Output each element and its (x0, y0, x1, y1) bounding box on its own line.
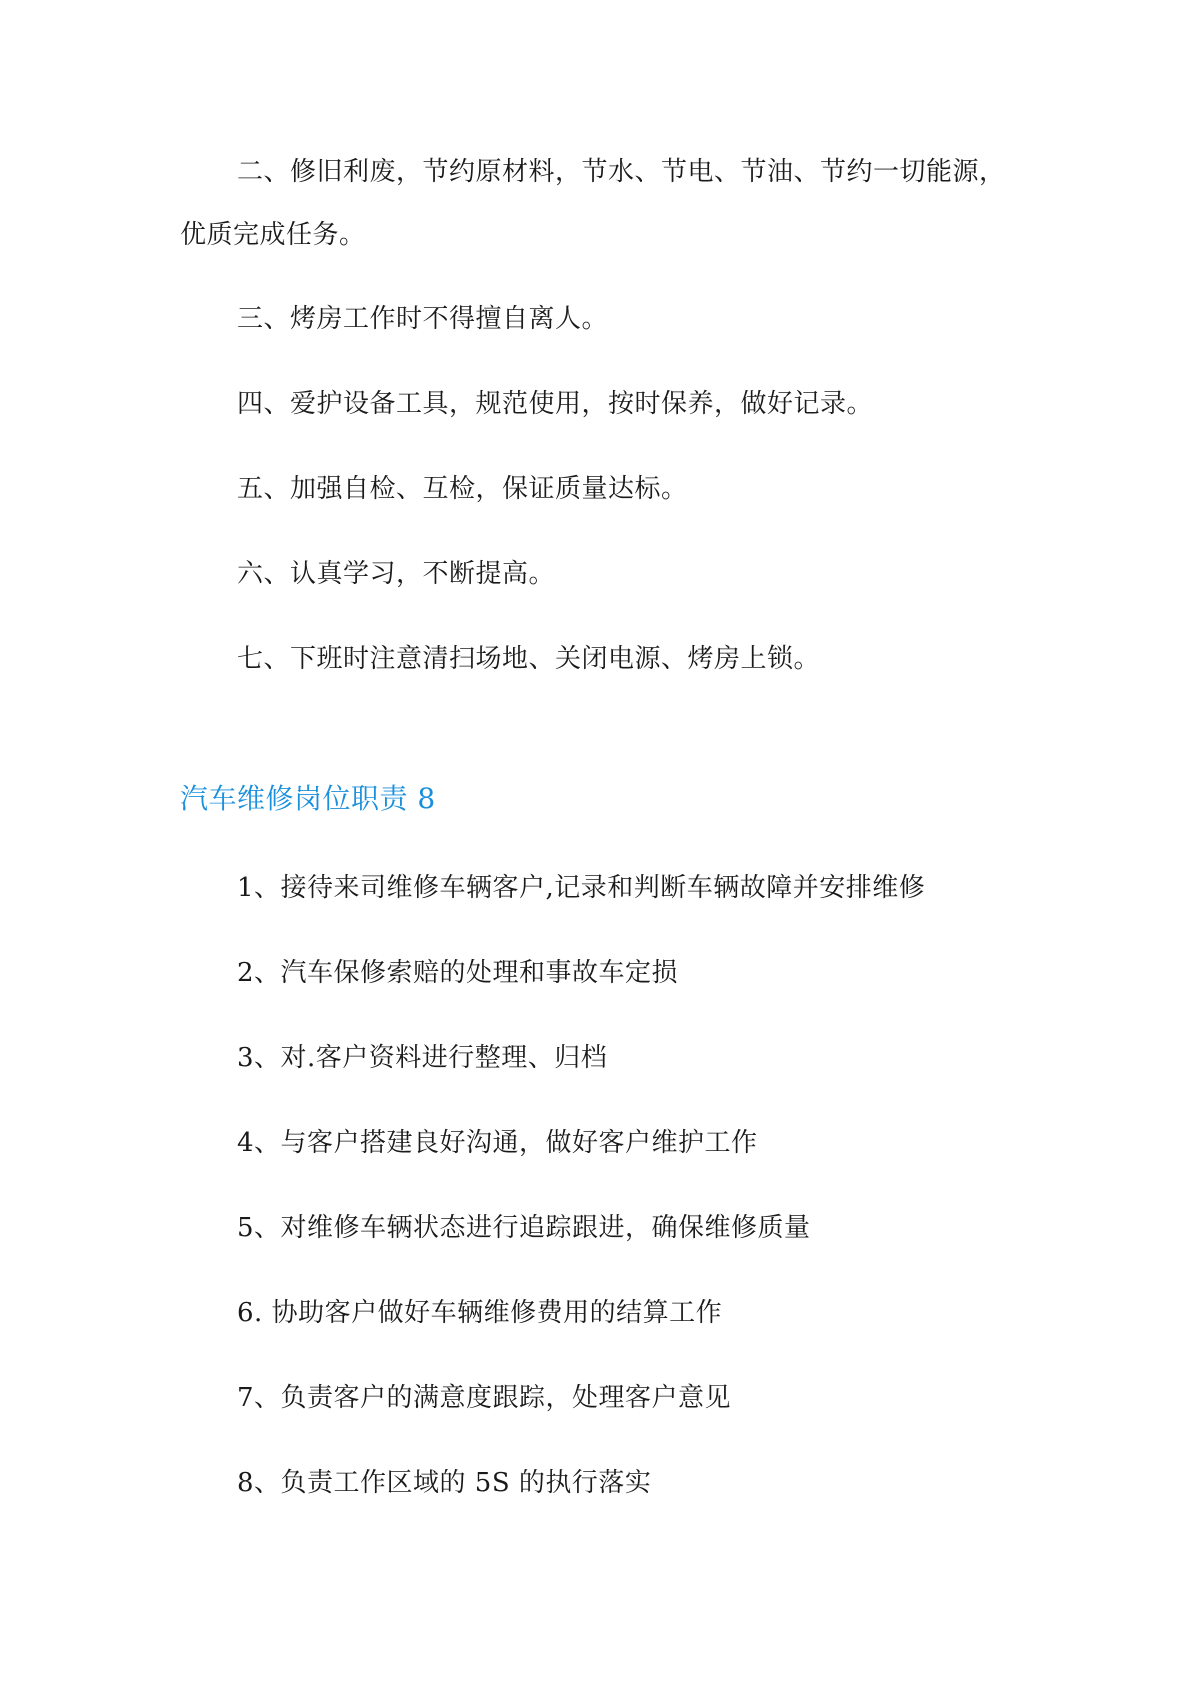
duty-item-5: 五、加强自检、互检，保证质量达标。 (237, 474, 688, 504)
responsibility-item: 8、负责工作区域的 5S 的执行落实 (237, 1468, 652, 1498)
responsibility-item: 3、对.客户资料进行整理、归档 (237, 1043, 608, 1073)
duty-item-4: 四、爱护设备工具，规范使用，按时保养，做好记录。 (237, 389, 874, 419)
responsibility-item: 5、对维修车辆状态进行追踪跟进，确保维修质量 (237, 1213, 811, 1243)
duty-item-7: 七、下班时注意清扫场地、关闭电源、烤房上锁。 (237, 644, 821, 674)
duty-item-2-line-2: 优质完成任务。 (180, 220, 366, 250)
duty-item-3: 三、烤房工作时不得擅自离人。 (237, 304, 609, 334)
duty-item-2-line-1: 二、修旧利废，节约原材料，节水、节电、节油、节约一切能源， (237, 157, 1006, 187)
responsibility-item: 2、汽车保修索赔的处理和事故车定损 (237, 958, 679, 988)
responsibility-item: 7、负责客户的满意度跟踪，处理客户意见 (237, 1383, 732, 1413)
duty-item-6: 六、认真学习，不断提高。 (237, 559, 556, 589)
responsibility-item: 1、接待来司维修车辆客户,记录和判断车辆故障并安排维修 (237, 873, 926, 903)
responsibility-item: 4、与客户搭建良好沟通，做好客户维护工作 (237, 1128, 758, 1158)
responsibility-item: 6. 协助客户做好车辆维修费用的结算工作 (237, 1298, 723, 1328)
section-heading: 汽车维修岗位职责 8 (180, 782, 436, 815)
